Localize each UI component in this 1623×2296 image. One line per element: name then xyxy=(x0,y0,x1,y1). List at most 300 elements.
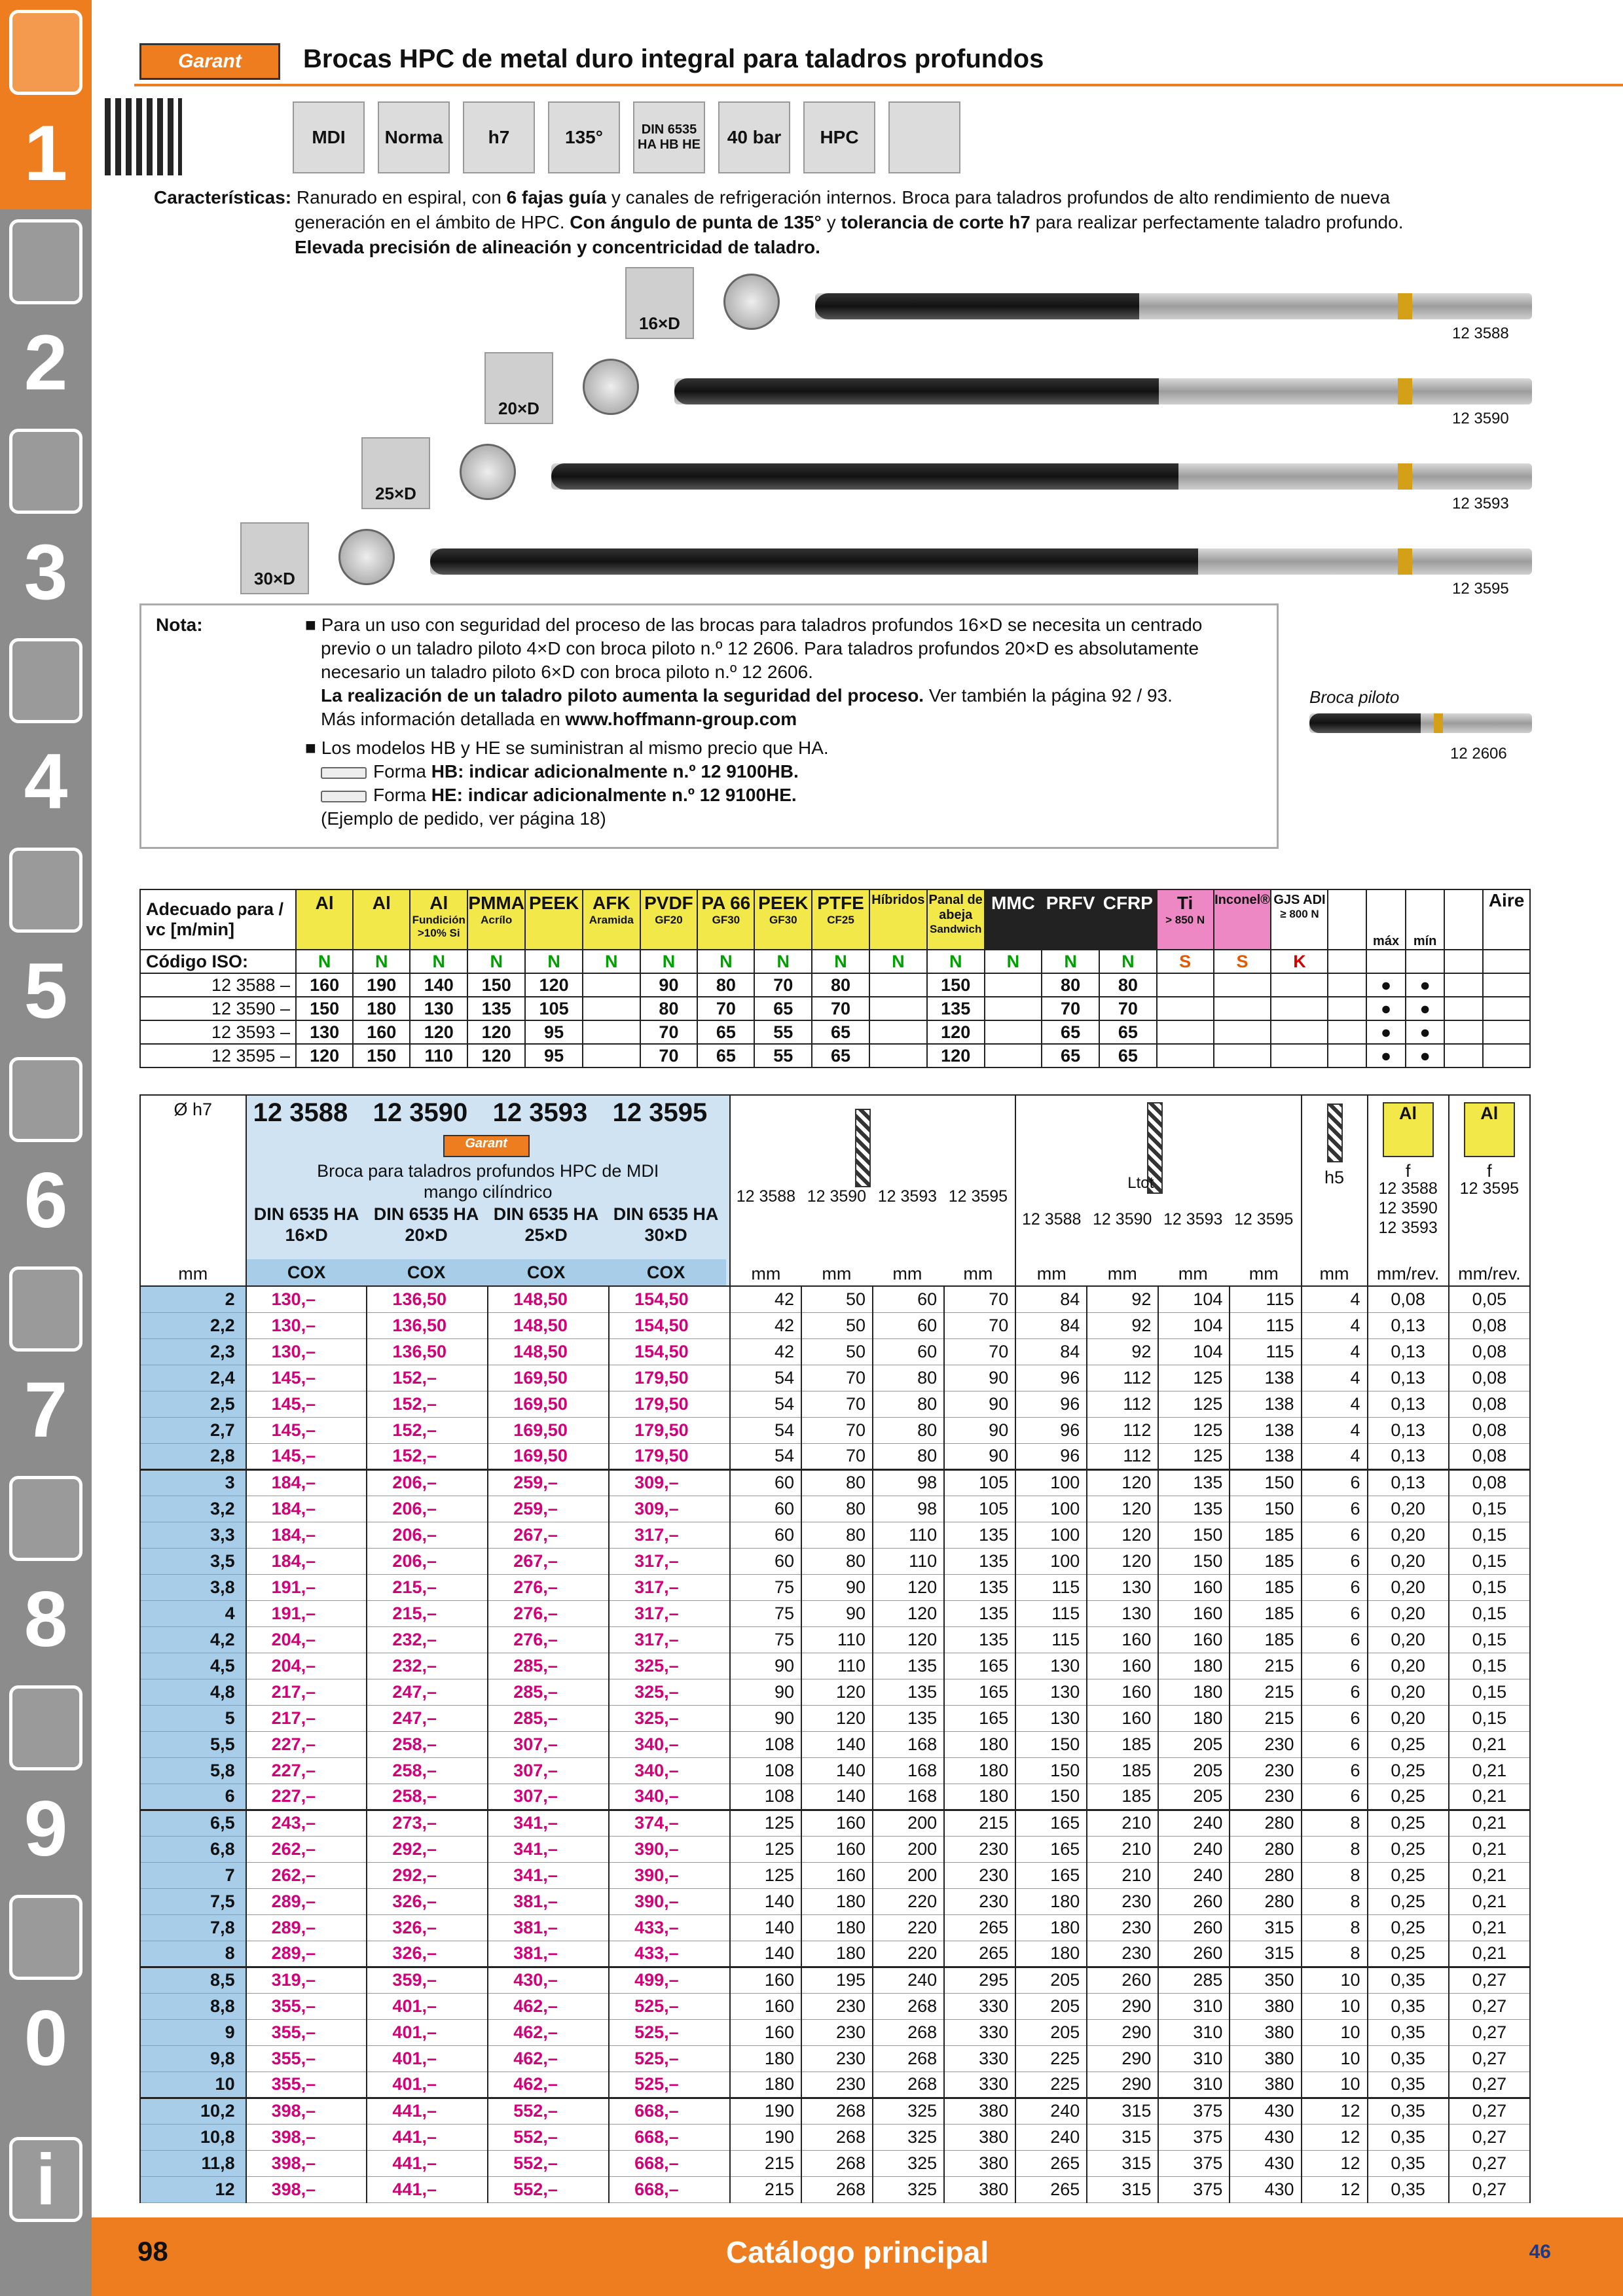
price-cell[interactable]: 169,50 xyxy=(488,1417,609,1443)
price-cell[interactable]: 154,50 xyxy=(609,1312,730,1338)
price-cell[interactable]: 341,– xyxy=(488,1836,609,1862)
price-cell[interactable]: 289,– xyxy=(246,1941,367,1967)
value-cell: 0,15 xyxy=(1449,1679,1530,1705)
sidebar-item-i[interactable] xyxy=(0,2094,92,2296)
sidebar-item-8[interactable] xyxy=(0,1466,92,1676)
value-cell: 200 xyxy=(873,1836,944,1862)
price-cell[interactable]: 398,– xyxy=(246,2098,367,2124)
price-cell[interactable]: 204,– xyxy=(246,1653,367,1679)
diameter-cell: 9,8 xyxy=(140,2045,246,2072)
price-cell[interactable]: 276,– xyxy=(488,1574,609,1600)
price-cell[interactable]: 273,– xyxy=(367,1810,488,1836)
price-cell[interactable]: 355,– xyxy=(246,2072,367,2098)
price-cell[interactable]: 381,– xyxy=(488,1914,609,1941)
cutting-speed xyxy=(869,997,927,1020)
cutting-speed: 70 xyxy=(1042,997,1099,1020)
price-cell[interactable]: 267,– xyxy=(488,1548,609,1574)
price-cell[interactable]: 130,– xyxy=(246,1312,367,1338)
material-col-header xyxy=(525,889,583,950)
cutting-speed xyxy=(583,1044,640,1067)
price-cell[interactable]: 206,– xyxy=(367,1469,488,1496)
value-cell: 168 xyxy=(873,1757,944,1784)
price-cell[interactable]: 398,– xyxy=(246,2150,367,2176)
value-cell: 0,35 xyxy=(1368,2176,1449,2202)
value-cell: 6 xyxy=(1302,1522,1368,1548)
price-cell[interactable]: 184,– xyxy=(246,1496,367,1522)
price-cell[interactable]: 525,– xyxy=(609,2072,730,2098)
value-cell: 160 xyxy=(801,1862,873,1888)
price-cell[interactable]: 340,– xyxy=(609,1784,730,1810)
sidebar-item-3[interactable] xyxy=(0,419,92,628)
price-cell[interactable]: 227,– xyxy=(246,1757,367,1784)
price-cell[interactable]: 179,50 xyxy=(609,1417,730,1443)
price-cell[interactable]: 152,– xyxy=(367,1417,488,1443)
dims-row xyxy=(140,2150,1530,2176)
materials-header-row xyxy=(140,889,1530,950)
price-cell[interactable]: 130,– xyxy=(246,1286,367,1312)
value-cell: 12 xyxy=(1302,2176,1368,2202)
value-cell: 240 xyxy=(1015,2098,1087,2124)
diameter-cell: 3,5 xyxy=(140,1548,246,1574)
total-length-inner xyxy=(1016,1096,1300,1285)
price-cell[interactable]: 317,– xyxy=(609,1626,730,1653)
cutting-speed: 150 xyxy=(296,997,353,1020)
price-cell[interactable]: 184,– xyxy=(246,1548,367,1574)
sidebar-item-4[interactable] xyxy=(0,628,92,838)
diameter-cell: 8 xyxy=(140,1941,246,1967)
value-cell: 0,13 xyxy=(1368,1443,1449,1469)
price-cell[interactable]: 552,– xyxy=(488,2150,609,2176)
price-cell[interactable]: 355,– xyxy=(246,1993,367,2019)
price-cell[interactable]: 325,– xyxy=(609,1653,730,1679)
diameter-cell: 5,8 xyxy=(140,1757,246,1784)
value-cell: 120 xyxy=(873,1600,944,1626)
feed-header xyxy=(1449,1095,1530,1286)
price-cell[interactable]: 217,– xyxy=(246,1705,367,1731)
price-cell[interactable]: 145,– xyxy=(246,1365,367,1391)
price-cell[interactable]: 289,– xyxy=(246,1914,367,1941)
column-code: 12 3595 xyxy=(948,1187,1008,1206)
value-cell: 50 xyxy=(801,1312,873,1338)
value-cell: 0,25 xyxy=(1368,1810,1449,1836)
coolant-dot xyxy=(1483,1044,1530,1067)
price-cell[interactable]: 441,– xyxy=(367,2176,488,2202)
price-cell[interactable]: 307,– xyxy=(488,1784,609,1810)
price-cell[interactable]: 191,– xyxy=(246,1574,367,1600)
price-cell[interactable]: 374,– xyxy=(609,1810,730,1836)
value-cell: 0,20 xyxy=(1368,1653,1449,1679)
diameter-cell: 2,2 xyxy=(140,1312,246,1338)
cutting-speed: 150 xyxy=(467,973,525,997)
empty-cell xyxy=(1444,950,1483,973)
price-cell[interactable]: 401,– xyxy=(367,2045,488,2072)
ratio-badge: 20×D xyxy=(484,352,553,424)
price-cell[interactable]: 430,– xyxy=(488,1967,609,1993)
price-cell[interactable]: 326,– xyxy=(367,1888,488,1914)
coolant-col-header xyxy=(1406,889,1445,950)
price-cell[interactable]: 359,– xyxy=(367,1967,488,1993)
price-cell[interactable]: 462,– xyxy=(488,2045,609,2072)
value-cell: 140 xyxy=(801,1731,873,1757)
price-cell[interactable]: 152,– xyxy=(367,1365,488,1391)
value-cell: 268 xyxy=(801,2098,873,2124)
cutting-speed: 135 xyxy=(467,997,525,1020)
value-cell: 280 xyxy=(1230,1888,1301,1914)
price-cell[interactable]: 552,– xyxy=(488,2098,609,2124)
price-cell[interactable]: 326,– xyxy=(367,1914,488,1941)
price-cell[interactable]: 401,– xyxy=(367,1993,488,2019)
cutting-speed: 80 xyxy=(812,973,869,997)
price-cell[interactable]: 381,– xyxy=(488,1888,609,1914)
price-cell[interactable]: 668,– xyxy=(609,2098,730,2124)
price-cell[interactable]: 668,– xyxy=(609,2176,730,2202)
price-cell[interactable]: 340,– xyxy=(609,1731,730,1757)
price-cell[interactable]: 217,– xyxy=(246,1679,367,1705)
value-cell: 92 xyxy=(1087,1338,1158,1365)
value-cell: 310 xyxy=(1158,2072,1230,2098)
price-cell[interactable]: 232,– xyxy=(367,1653,488,1679)
price-cell[interactable]: 179,50 xyxy=(609,1391,730,1417)
price-cell[interactable]: 259,– xyxy=(488,1469,609,1496)
price-cell[interactable]: 433,– xyxy=(609,1941,730,1967)
iso-code: N xyxy=(985,950,1042,973)
coolant-dot xyxy=(1328,1044,1366,1067)
shank-icon xyxy=(1327,1103,1343,1162)
materials-header-label xyxy=(140,889,296,950)
price-cell[interactable]: 154,50 xyxy=(609,1286,730,1312)
price-cell[interactable]: 136,50 xyxy=(367,1312,488,1338)
note-text: (Ejemplo de pedido, ver página 18) xyxy=(321,808,606,829)
diameter-cell: 2,3 xyxy=(140,1338,246,1365)
price-cell[interactable]: 525,– xyxy=(609,2019,730,2045)
price-cell[interactable]: 276,– xyxy=(488,1600,609,1626)
note-text: necesario un taladro piloto 6×D con broca piloto n.º 12 2606. xyxy=(321,662,813,682)
price-cell[interactable]: 258,– xyxy=(367,1731,488,1757)
price-cell[interactable]: 462,– xyxy=(488,2019,609,2045)
cutting-speed xyxy=(1214,1020,1271,1044)
dims-row xyxy=(140,1757,1530,1784)
drill-tip-icon xyxy=(460,444,516,500)
wrench-icon xyxy=(9,1057,82,1142)
value-cell: 185 xyxy=(1087,1757,1158,1784)
coolant-dot xyxy=(1444,1020,1483,1044)
value-cell: 12 xyxy=(1302,2098,1368,2124)
price-cell[interactable]: 433,– xyxy=(609,1914,730,1941)
sidebar-item-9[interactable] xyxy=(0,1676,92,1885)
price-cell[interactable]: 148,50 xyxy=(488,1312,609,1338)
price-cell[interactable]: 148,50 xyxy=(488,1338,609,1365)
char-text: tolerancia de corte h7 xyxy=(841,212,1030,232)
price-cell[interactable]: 130,– xyxy=(246,1338,367,1365)
price-cell[interactable]: 191,– xyxy=(246,1600,367,1626)
value-cell: 350 xyxy=(1230,1967,1301,1993)
price-cell[interactable]: 259,– xyxy=(488,1496,609,1522)
value-cell: 135 xyxy=(944,1574,1015,1600)
value-cell: 160 xyxy=(1158,1574,1230,1600)
price-cell[interactable]: 552,– xyxy=(488,2176,609,2202)
value-cell: 375 xyxy=(1158,2176,1230,2202)
empty-cell xyxy=(1483,950,1530,973)
price-cell[interactable]: 292,– xyxy=(367,1862,488,1888)
coolant-dot: ● xyxy=(1406,997,1445,1020)
value-cell: 70 xyxy=(801,1391,873,1417)
dims-row xyxy=(140,1626,1530,1653)
value-cell: 215 xyxy=(1230,1679,1301,1705)
website-link[interactable]: www.hoffmann-group.com xyxy=(565,709,797,729)
value-cell: 60 xyxy=(730,1496,801,1522)
value-cell: 98 xyxy=(873,1496,944,1522)
material-name: PEEK xyxy=(758,893,809,913)
iso-code: N xyxy=(296,950,353,973)
feed-code: 12 3590 xyxy=(1378,1199,1438,1217)
price-cell[interactable]: 668,– xyxy=(609,2124,730,2150)
price-cell[interactable]: 145,– xyxy=(246,1443,367,1469)
dims-header-row xyxy=(140,1095,1530,1286)
price-cell[interactable]: 317,– xyxy=(609,1522,730,1548)
price-cell[interactable]: 136,50 xyxy=(367,1338,488,1365)
article-number: 12 3590 xyxy=(373,1098,468,1127)
value-cell: 230 xyxy=(1230,1757,1301,1784)
material-col-header xyxy=(1271,889,1328,950)
unit-label: mm xyxy=(1107,1264,1137,1283)
price-cell[interactable]: 317,– xyxy=(609,1548,730,1574)
price-cell[interactable]: 355,– xyxy=(246,2019,367,2045)
standard-label: DIN 6535 HA xyxy=(373,1204,479,1224)
value-cell: 268 xyxy=(801,2124,873,2150)
price-cell[interactable]: 401,– xyxy=(367,2019,488,2045)
price-cell[interactable]: 355,– xyxy=(246,2045,367,2072)
price-cell[interactable]: 232,– xyxy=(367,1626,488,1653)
value-cell: 0,15 xyxy=(1449,1626,1530,1653)
sidebar-item-2[interactable] xyxy=(0,209,92,419)
cutting-speed xyxy=(583,997,640,1020)
value-cell: 110 xyxy=(873,1548,944,1574)
price-cell[interactable]: 398,– xyxy=(246,2124,367,2150)
sidebar-item-6[interactable] xyxy=(0,1047,92,1257)
hpc-icon: HPC xyxy=(803,101,875,173)
price-cell[interactable]: 184,– xyxy=(246,1469,367,1496)
value-cell: 160 xyxy=(1087,1626,1158,1653)
price-cell[interactable]: 289,– xyxy=(246,1888,367,1914)
price-cell[interactable]: 215,– xyxy=(367,1600,488,1626)
value-cell: 80 xyxy=(801,1469,873,1496)
price-cell[interactable]: 552,– xyxy=(488,2124,609,2150)
sidebar-item-5[interactable] xyxy=(0,838,92,1047)
value-cell: 140 xyxy=(801,1757,873,1784)
price-cell[interactable]: 169,50 xyxy=(488,1365,609,1391)
price-cell[interactable]: 381,– xyxy=(488,1941,609,1967)
diameter-cell: 10,2 xyxy=(140,2098,246,2124)
price-cell[interactable]: 258,– xyxy=(367,1757,488,1784)
price-cell[interactable]: 169,50 xyxy=(488,1391,609,1417)
char-text: Ranurado en espiral, con xyxy=(296,187,507,207)
ratio-badge: 30×D xyxy=(240,522,309,594)
value-cell: 135 xyxy=(1158,1469,1230,1496)
value-cell: 210 xyxy=(1087,1836,1158,1862)
price-cell[interactable]: 206,– xyxy=(367,1496,488,1522)
sidebar-number: 3 xyxy=(24,528,68,616)
drill-tip-icon xyxy=(723,274,780,330)
price-cell[interactable]: 154,50 xyxy=(609,1338,730,1365)
drill-ring xyxy=(1398,463,1412,490)
price-cell[interactable]: 309,– xyxy=(609,1496,730,1522)
char-text: y xyxy=(821,212,841,232)
drill-image xyxy=(430,548,1532,575)
price-cell[interactable]: 243,– xyxy=(246,1810,367,1836)
price-cell[interactable]: 179,50 xyxy=(609,1443,730,1469)
price-cell[interactable]: 152,– xyxy=(367,1391,488,1417)
value-cell: 8 xyxy=(1302,1941,1368,1967)
price-cell[interactable]: 341,– xyxy=(488,1862,609,1888)
ratio-label: 16×D xyxy=(285,1225,328,1245)
cutting-speed xyxy=(985,973,1042,997)
value-cell: 285 xyxy=(1158,1967,1230,1993)
price-cell[interactable]: 227,– xyxy=(246,1784,367,1810)
price-cell[interactable]: 169,50 xyxy=(488,1443,609,1469)
price-cell[interactable]: 401,– xyxy=(367,2072,488,2098)
price-cell[interactable]: 145,– xyxy=(246,1391,367,1417)
price-cell[interactable]: 136,50 xyxy=(367,1286,488,1312)
feed-header xyxy=(1368,1095,1449,1286)
price-cell[interactable]: 215,– xyxy=(367,1574,488,1600)
price-cell[interactable]: 309,– xyxy=(609,1469,730,1496)
cox-label: COX xyxy=(247,1259,367,1285)
value-cell: 100 xyxy=(1015,1522,1087,1548)
value-cell: 0,27 xyxy=(1449,2124,1530,2150)
value-cell: 0,15 xyxy=(1449,1522,1530,1548)
mmrev-label: mm/rev. xyxy=(1458,1264,1521,1283)
price-cell[interactable]: 184,– xyxy=(246,1522,367,1548)
dims-row xyxy=(140,1338,1530,1365)
price-cell[interactable]: 668,– xyxy=(609,2150,730,2176)
price-cell[interactable]: 276,– xyxy=(488,1626,609,1653)
price-cell[interactable]: 462,– xyxy=(488,1993,609,2019)
price-cell[interactable]: 317,– xyxy=(609,1574,730,1600)
price-cell[interactable]: 525,– xyxy=(609,2045,730,2072)
price-cell[interactable]: 267,– xyxy=(488,1522,609,1548)
page-title: Brocas HPC de metal duro integral para taladros profundos xyxy=(303,45,1044,73)
price-cell[interactable]: 317,– xyxy=(609,1600,730,1626)
sidebar-item-1[interactable] xyxy=(0,0,92,209)
cutting-speed xyxy=(985,997,1042,1020)
price-cell[interactable]: 390,– xyxy=(609,1888,730,1914)
value-cell: 330 xyxy=(944,2072,1015,2098)
value-cell: 268 xyxy=(873,2045,944,2072)
aluminium-icon: Al xyxy=(1464,1102,1515,1157)
note-text: Forma xyxy=(373,761,431,781)
price-cell[interactable]: 292,– xyxy=(367,1836,488,1862)
price-cell[interactable]: 179,50 xyxy=(609,1365,730,1391)
cutting-speed: 55 xyxy=(754,1020,812,1044)
price-cell[interactable]: 307,– xyxy=(488,1731,609,1757)
value-cell: 0,13 xyxy=(1368,1312,1449,1338)
price-cell[interactable]: 499,– xyxy=(609,1967,730,1993)
price-cell[interactable]: 148,50 xyxy=(488,1286,609,1312)
value-cell: 225 xyxy=(1015,2072,1087,2098)
price-cell[interactable]: 206,– xyxy=(367,1522,488,1548)
price-cell[interactable]: 441,– xyxy=(367,2124,488,2150)
price-cell[interactable]: 247,– xyxy=(367,1679,488,1705)
value-cell: 60 xyxy=(873,1286,944,1312)
price-cell[interactable]: 247,– xyxy=(367,1705,488,1731)
price-cell[interactable]: 307,– xyxy=(488,1757,609,1784)
price-cell[interactable]: 325,– xyxy=(609,1679,730,1705)
value-cell: 0,35 xyxy=(1368,2124,1449,2150)
iso-code: N xyxy=(583,950,640,973)
char-text: generación en el ámbito de HPC. xyxy=(295,212,570,232)
value-cell: 125 xyxy=(1158,1443,1230,1469)
value-cell: 0,35 xyxy=(1368,2098,1449,2124)
coolant-dot: ● xyxy=(1366,973,1406,997)
price-cell[interactable]: 390,– xyxy=(609,1862,730,1888)
price-cell[interactable]: 462,– xyxy=(488,2072,609,2098)
price-cell[interactable]: 285,– xyxy=(488,1679,609,1705)
sidebar-item-7[interactable] xyxy=(0,1257,92,1466)
price-cell[interactable]: 285,– xyxy=(488,1705,609,1731)
price-cell[interactable]: 152,– xyxy=(367,1443,488,1469)
price-cell[interactable]: 258,– xyxy=(367,1784,488,1810)
price-cell[interactable]: 398,– xyxy=(246,2176,367,2202)
price-cell[interactable]: 441,– xyxy=(367,2150,488,2176)
price-cell[interactable]: 285,– xyxy=(488,1653,609,1679)
price-cell[interactable]: 340,– xyxy=(609,1757,730,1784)
aluminium-icon: Al xyxy=(1383,1102,1434,1157)
value-cell: 96 xyxy=(1015,1417,1087,1443)
cutting-speed: 70 xyxy=(697,997,754,1020)
price-cell[interactable]: 390,– xyxy=(609,1836,730,1862)
price-cell[interactable]: 204,– xyxy=(246,1626,367,1653)
material-name: Ti xyxy=(1176,893,1194,913)
cutting-speed: 65 xyxy=(1099,1044,1157,1067)
article-number: 12 3595 xyxy=(612,1098,708,1127)
price-cell[interactable]: 325,– xyxy=(609,1705,730,1731)
value-cell: 110 xyxy=(801,1626,873,1653)
value-cell: 6 xyxy=(1302,1784,1368,1810)
value-cell: 8 xyxy=(1302,1836,1368,1862)
value-cell: 230 xyxy=(1087,1941,1158,1967)
iso-code: N xyxy=(467,950,525,973)
price-cell[interactable]: 525,– xyxy=(609,1993,730,2019)
price-cell[interactable]: 145,– xyxy=(246,1417,367,1443)
cutting-speed xyxy=(985,1044,1042,1067)
price-cell[interactable]: 262,– xyxy=(246,1836,367,1862)
price-cell[interactable]: 227,– xyxy=(246,1731,367,1757)
sidebar-number: 4 xyxy=(24,738,68,825)
column-code: 12 3588 xyxy=(1022,1210,1082,1229)
price-cell[interactable]: 262,– xyxy=(246,1862,367,1888)
price-cell[interactable]: 326,– xyxy=(367,1941,488,1967)
cutting-speed: 120 xyxy=(467,1044,525,1067)
cutting-speed: 120 xyxy=(467,1020,525,1044)
value-cell: 180 xyxy=(730,2072,801,2098)
diameter-cell: 5 xyxy=(140,1705,246,1731)
iso-code: N xyxy=(1099,950,1157,973)
price-cell[interactable]: 441,– xyxy=(367,2098,488,2124)
empty-cell xyxy=(1406,950,1445,973)
diameter-cell: 9 xyxy=(140,2019,246,2045)
price-cell[interactable]: 206,– xyxy=(367,1548,488,1574)
price-cell[interactable]: 341,– xyxy=(488,1810,609,1836)
diameter-cell: 7,5 xyxy=(140,1888,246,1914)
pilot-drill-code: 12 2606 xyxy=(1450,745,1507,762)
value-cell: 0,15 xyxy=(1449,1548,1530,1574)
price-cell[interactable]: 319,– xyxy=(246,1967,367,1993)
value-cell: 115 xyxy=(1230,1312,1301,1338)
value-cell: 205 xyxy=(1015,1967,1087,1993)
sidebar-item-0[interactable] xyxy=(0,1885,92,2094)
cutting-speed: 140 xyxy=(410,973,467,997)
value-cell: 0,08 xyxy=(1449,1469,1530,1496)
